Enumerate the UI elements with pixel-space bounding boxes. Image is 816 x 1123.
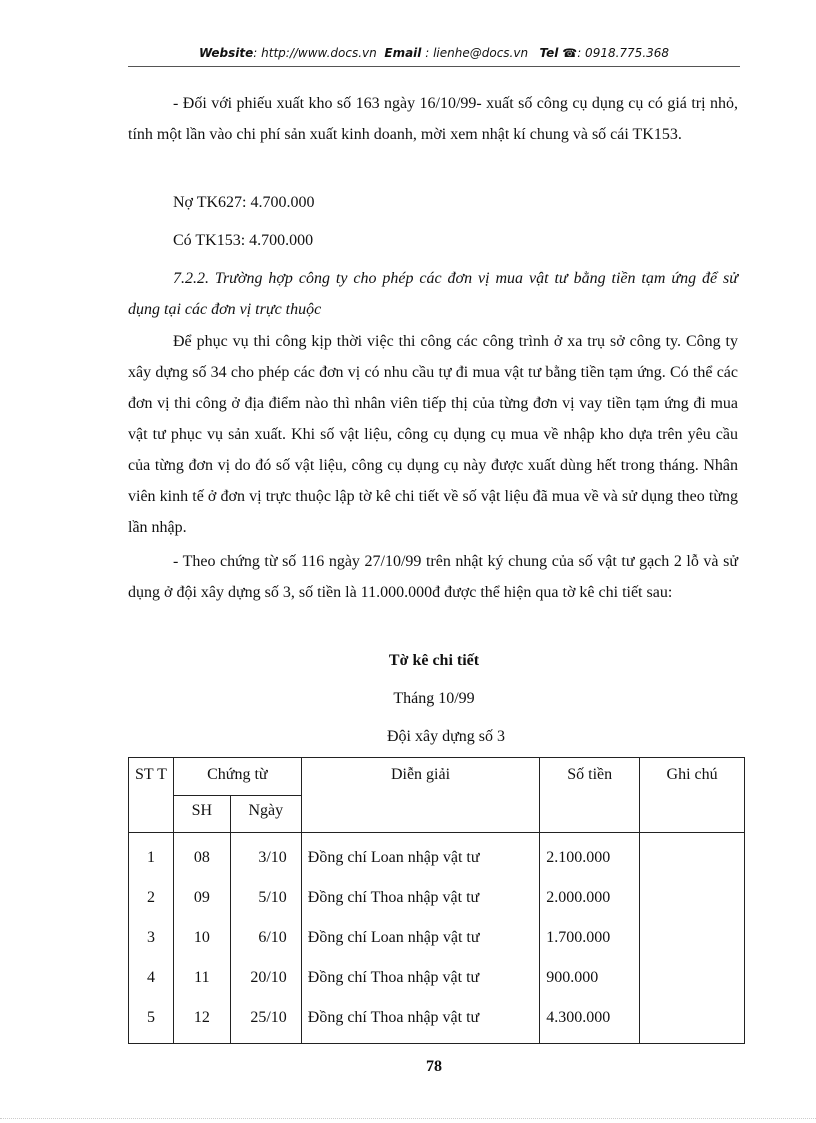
table-month: Tháng 10/99 [393,690,475,707]
cell-date: 25/10 [230,998,301,1044]
col-header-date: Ngày [230,796,301,833]
cell-stt: 5 [129,998,174,1044]
cell-description: Đồng chí Loan nhập vật tư [301,833,539,879]
phone-icon: ☎ [562,46,578,60]
section-heading: 7.2.2. Trường hợp công ty cho phép các đơn vị mua vật tư bằng tiền tạm ứng để sử dụng tại các đơn vị trực thuộc [128,270,738,318]
cell-amount: 900.000 [540,958,640,998]
table-title: Tờ kê chi tiết [388,652,480,669]
cell-description: Đồng chí Loan nhập vật tư [301,918,539,958]
website-label: Website [198,46,254,60]
page-header [128,46,740,60]
header-divider [128,66,740,67]
cell-description: Đồng chí Thoa nhập vật tư [301,958,539,998]
debit-entry: Nợ TK627: 4.700.000 [173,194,315,211]
cell-sh: 10 [173,918,230,958]
cell-amount: 2.000.000 [540,878,640,918]
table-row [129,918,745,958]
email-label: Email [384,46,422,60]
tel-value: : 0918.775.368 [577,46,670,60]
cell-note [640,958,745,998]
cell-stt: 2 [129,878,174,918]
cell-amount: 2.100.000 [540,833,640,879]
cell-note [640,833,745,879]
cell-date: 3/10 [230,833,301,879]
table-row [129,998,745,1044]
col-header-sh: SH [173,796,230,833]
table-row [129,833,745,879]
cell-sh: 09 [173,878,230,918]
col-header-description: Diễn giải [301,758,539,833]
table-row [129,878,745,918]
cell-amount: 1.700.000 [540,918,640,958]
detail-table [128,757,745,1044]
cell-date: 20/10 [230,958,301,998]
website-value: : http://www.docs.vn [253,46,377,60]
cell-date: 5/10 [230,878,301,918]
paragraph-export-note: - Đối với phiếu xuất kho số 163 ngày 16/10/99- xuất số công cụ dụng cụ có giá trị nhỏ, tính một lần vào chi phí sản xuất kinh doanh, mời xem nhật kí chung và số cái TK153. [128,95,738,143]
cell-date: 6/10 [230,918,301,958]
paragraph-voucher-note: - Theo chứng từ số 116 ngày 27/10/99 trên nhật ký chung của số vật tư gạch 2 lỗ và sử dụng ở đội xây dựng số 3, số tiền là 11.000.000đ được thể hiện qua tờ kê chi tiết sau: [128,553,738,601]
col-header-note: Ghi chú [640,758,745,833]
cell-amount: 4.300.000 [540,998,640,1044]
credit-entry: Có TK153: 4.700.000 [173,232,314,249]
cell-stt: 4 [129,958,174,998]
cell-sh: 11 [173,958,230,998]
email-value: : lienhe@docs.vn [425,46,529,60]
cell-sh: 12 [173,998,230,1044]
cell-note [640,878,745,918]
cell-note [640,998,745,1044]
table-row [129,958,745,998]
cell-note [640,918,745,958]
cell-description: Đồng chí Thoa nhập vật tư [301,878,539,918]
col-header-voucher: Chứng từ [173,758,301,796]
tel-label: Tel [539,46,559,60]
table-unit: Đội xây dựng số 3 [387,728,505,745]
cell-stt: 3 [129,918,174,958]
cell-stt: 1 [129,833,174,879]
page-bottom-edge [0,1118,816,1119]
col-header-amount: Số tiền [540,758,640,833]
cell-sh: 08 [173,833,230,879]
paragraph-purchase-process: Để phục vụ thi công kịp thời việc thi công các công trình ở xa trụ sở công ty. Công ty xây dựng số 34 cho phép các đơn vị có nhu cầu tự đi mua vật tư bằng tiền tạm ứng. Có thể các đơn vị thi công ở địa điểm nào thì nhân viên tiếp thị của từng đơn vị vay tiền tạm ứng đi mua vật tư phục vụ sản xuất. Khi số vật liệu, công cụ dụng cụ mua về nhập kho dựa trên yêu cầu của từng đơn vị do đó số vật liệu, công cụ dụng cụ này được xuất dùng hết trong tháng. Nhân viên kinh tế ở đơn vị trực thuộc lập tờ kê chi tiết về số vật liệu đã mua về và sử dụng theo từng lần nhập. [128,333,738,536]
cell-description: Đồng chí Thoa nhập vật tư [301,998,539,1044]
col-header-stt: ST T [129,758,174,833]
page-number: 78 [426,1058,442,1075]
